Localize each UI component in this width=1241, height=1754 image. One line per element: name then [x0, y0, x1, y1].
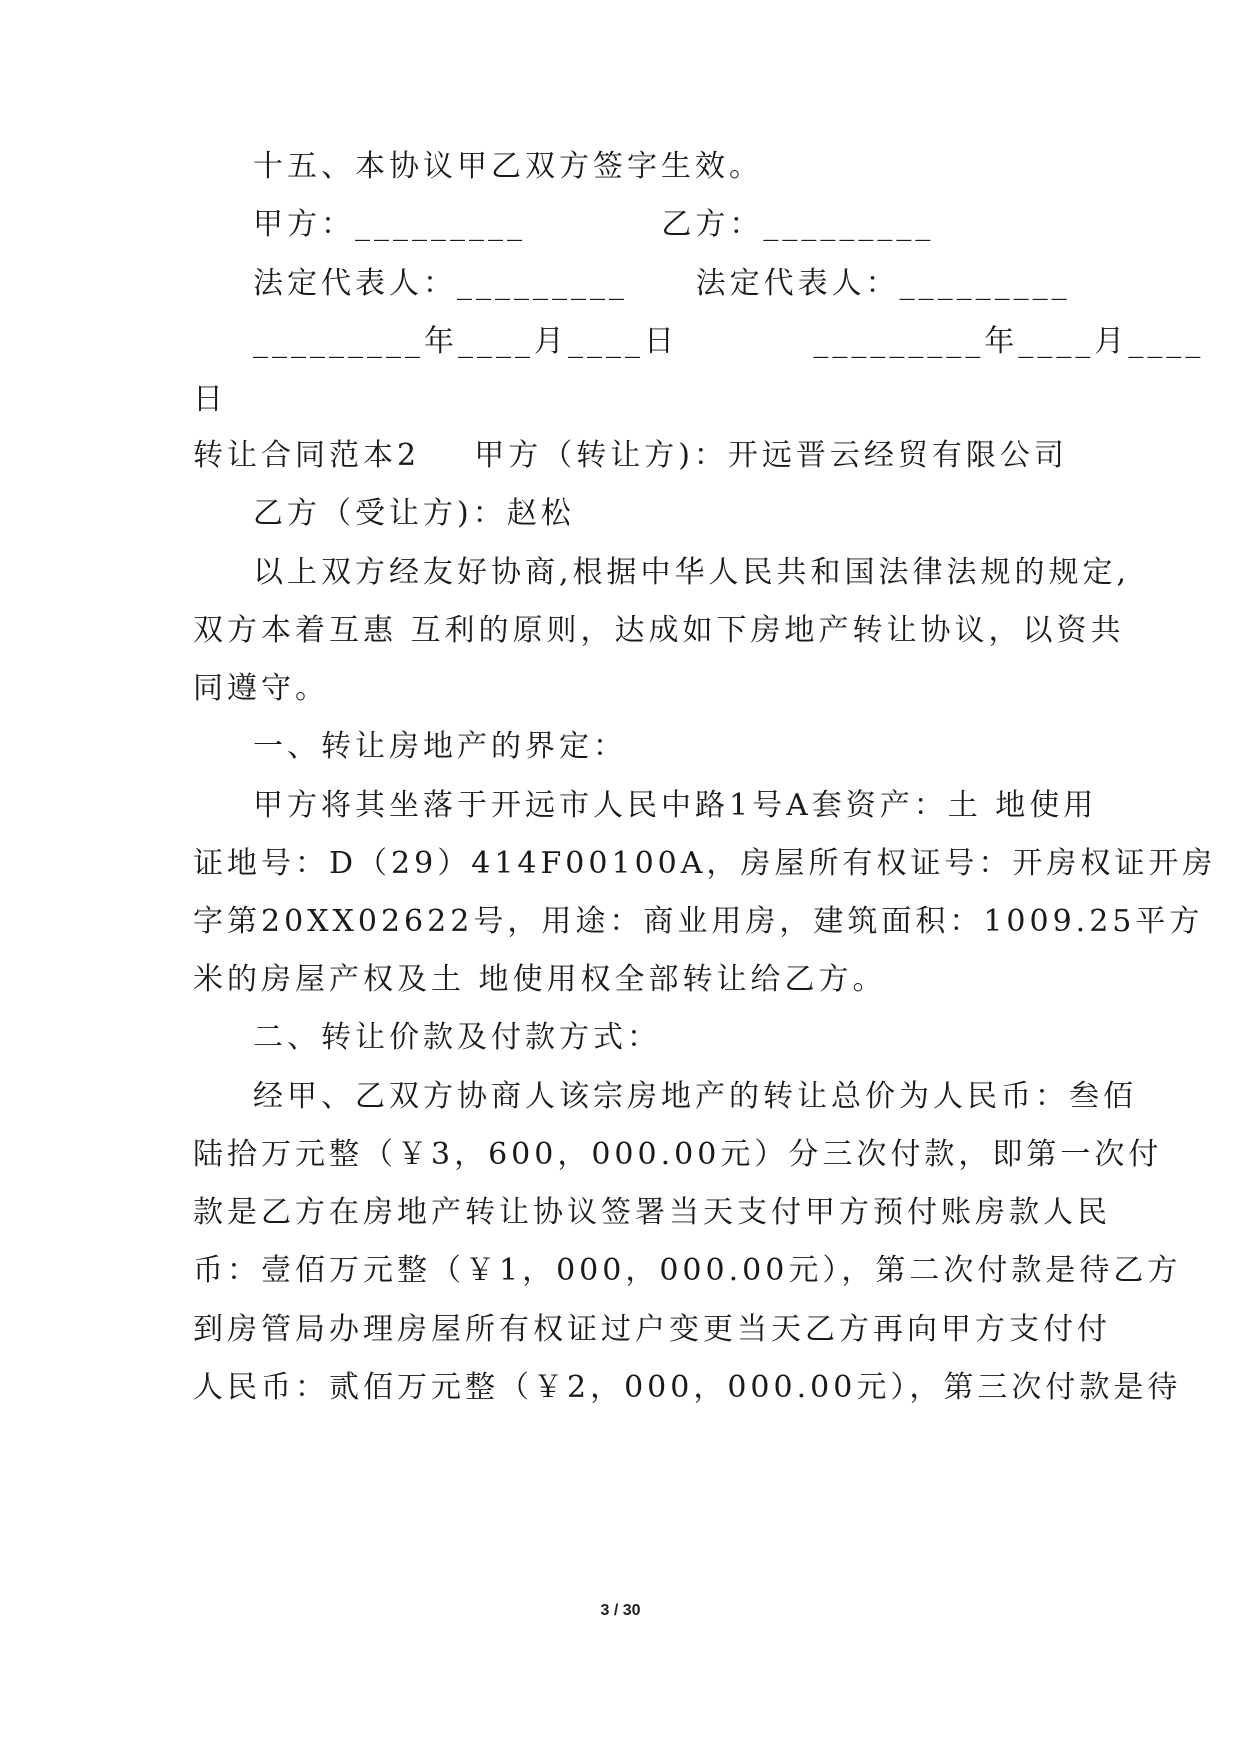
text-line-9: 双方本着互惠 互利的原则，达成如下房地产转让协议，以资共 — [193, 613, 1125, 648]
text-line-8: 以上双方经友好协商,根据中华人民共和国法律法规的规定, — [253, 555, 1131, 590]
text-line-19: 款是乙方在房地产转让协议签署当天支付甲方预付账房款人民 — [193, 1195, 1111, 1230]
text-line-15: 米的房屋产权及土 地使用权全部转让给乙方。 — [193, 962, 887, 997]
text-line-21: 到房管局办理房屋所有权证过户变更当天乙方再向甲方支付付 — [193, 1312, 1111, 1347]
text-line-18: 陆拾万元整（￥3，600，000.00元）分三次付款，即第一次付 — [193, 1137, 1163, 1172]
section-title: 转让合同范本2 甲方（转让方)：开远晋云经贸有限公司 — [193, 438, 1068, 473]
text-line-11: 一、转让房地产的界定： — [253, 729, 627, 764]
text-line-16: 二、转让价款及付款方式： — [253, 1020, 661, 1055]
text-line-5: 日 — [193, 382, 227, 417]
text-line-14: 字第20XX02622号，用途：商业用房，建筑面积：1009.25平方 — [193, 904, 1204, 939]
date-line: _________年____月____日 _________年____月____ — [253, 324, 1205, 359]
signature-line-parties: 甲方：_________ 乙方：_________ — [253, 207, 935, 242]
text-line-10: 同遵守。 — [193, 671, 329, 706]
text-line-7: 乙方（受让方)：赵松 — [253, 496, 575, 531]
page-number: 3 / 30 — [600, 1602, 641, 1619]
text-line-20: 币：壹佰万元整（￥1，000，000.00元），第二次付款是待乙方 — [193, 1253, 1182, 1288]
text-line-1: 十五、本协议甲乙双方签字生效。 — [253, 149, 763, 184]
signature-line-representatives: 法定代表人：_________ 法定代表人：_________ — [253, 266, 1071, 301]
text-line-13: 证地号：D（29）414F00100A，房屋所有权证号：开房权证开房 — [193, 846, 1217, 881]
text-line-22: 人民币：贰佰万元整（￥2，000，000.00元），第三次付款是待 — [193, 1370, 1182, 1405]
text-line-12: 甲方将其坐落于开远市人民中路1号A套资产：土 地使用 — [253, 788, 1098, 823]
text-line-17: 经甲、乙双方协商人该宗房地产的转让总价为人民币：叁佰 — [253, 1079, 1137, 1114]
